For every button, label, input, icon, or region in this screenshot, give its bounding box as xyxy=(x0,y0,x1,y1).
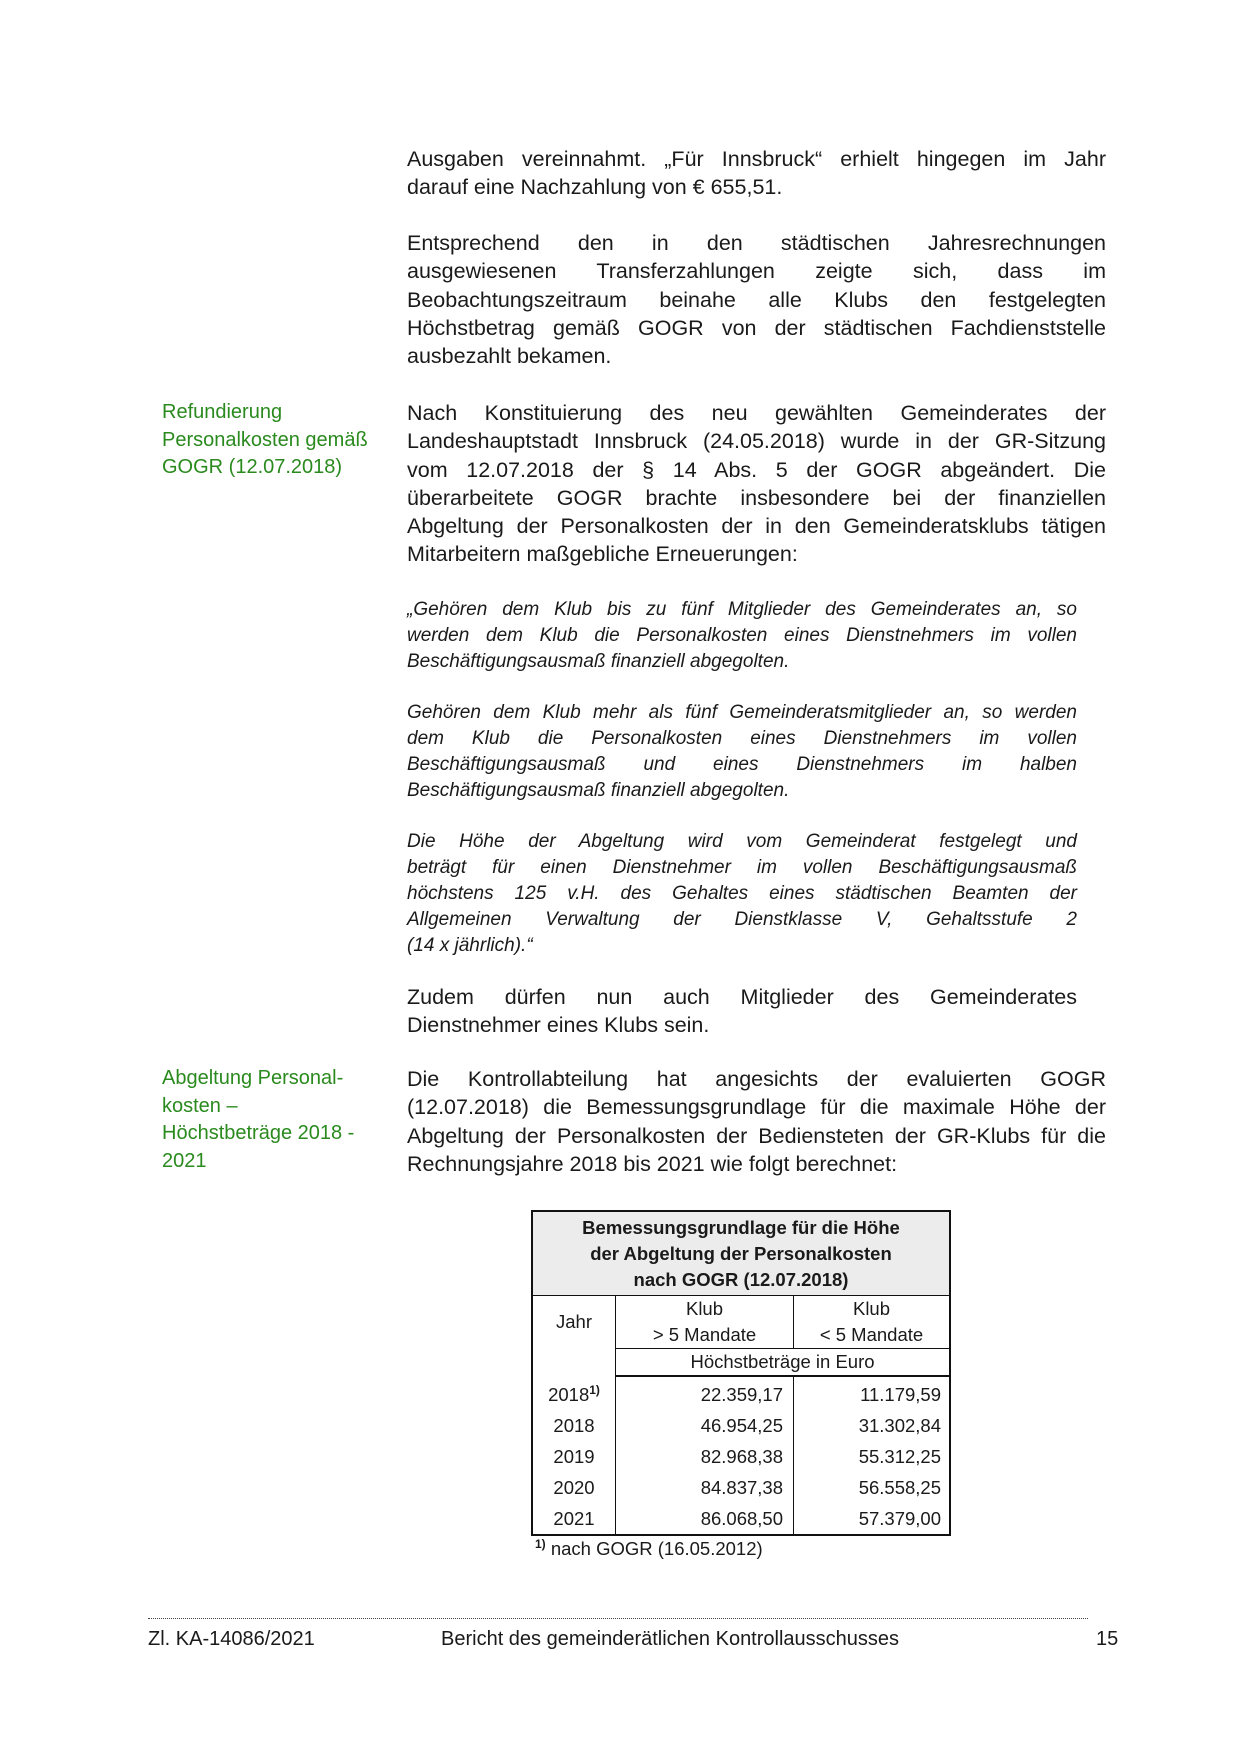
value-cell-large: 86.068,50 xyxy=(616,1503,794,1535)
value-cell-small: 55.312,25 xyxy=(858,1446,941,1467)
year-cell: 2019 xyxy=(532,1441,616,1472)
text-line: Nach Konstituierung des neu gewählten Gemeinderates der xyxy=(407,401,1106,425)
footnote-text: nach GOGR (16.05.2012) xyxy=(550,1538,763,1559)
quote-line: dem Klub die Personalkosten eines Dienstnehmers im vollen xyxy=(407,728,1077,749)
value-cell-small: 11.179,59 xyxy=(860,1384,941,1405)
paragraph-payment-note xyxy=(407,145,1106,202)
text-line: Beobachtungszeitraum beinahe alle Klubs den festgelegten xyxy=(407,287,1106,312)
value-cell-small: 57.379,00 xyxy=(858,1508,941,1529)
column-header-line: Klub xyxy=(685,1298,724,1319)
year-cell xyxy=(532,1376,616,1410)
quote-line: Gehören dem Klub mehr als fünf Gemeinderatsmitglieder an, so werden xyxy=(407,702,1077,723)
text-line: ausbezahlt bekamen. xyxy=(407,344,612,369)
margin-note-compensation xyxy=(162,1065,377,1175)
year-cell: 2018 xyxy=(532,1410,616,1441)
table-row xyxy=(532,1441,950,1472)
margin-note-line: GOGR (12.07.2018) xyxy=(162,456,343,478)
column-header-club-large xyxy=(616,1296,794,1323)
text-line: Rechnungsjahre 2018 bis 2021 wie folgt berechnet: xyxy=(407,1151,898,1176)
footer-title: Bericht des gemeinderätlichen Kontrollausschusses xyxy=(441,1628,900,1650)
quote-line: Die Höhe der Abgeltung wird vom Gemeinderat festgelegt und xyxy=(407,831,1077,852)
quote-line: Allgemeinen Verwaltung der Dienstklasse V, Gehaltsstufe 2 xyxy=(407,909,1077,930)
table-row xyxy=(532,1376,950,1410)
value-cell-large: 22.359,17 xyxy=(616,1376,794,1410)
column-header-year: Jahr xyxy=(532,1296,616,1349)
margin-note-refund xyxy=(162,399,377,482)
text-line: Abgeltung der Personalkosten der in den Gemeinderatsklubs tätigen xyxy=(407,514,1106,539)
text-line: (12.07.2018) die Bemessungsgrundlage für die maximale Höhe der xyxy=(407,1095,1106,1120)
value-cell-small: 31.302,84 xyxy=(858,1415,941,1436)
footnote-marker: 1) xyxy=(535,1536,546,1551)
quote-block-2 xyxy=(407,700,1077,804)
table-footnote xyxy=(535,1538,763,1560)
margin-note-line: Personalkosten gemäß xyxy=(162,428,368,451)
paragraph-members xyxy=(407,983,1077,1040)
text-line: Die Kontrollabteilung hat angesichts der evaluierten GOGR xyxy=(407,1067,1106,1091)
quote-block-1 xyxy=(407,597,1077,675)
table-title xyxy=(532,1211,950,1296)
year-value: 2018 xyxy=(548,1383,590,1405)
text-line: Ausgaben vereinnahmt. „Für Innsbruck“ erhielt hingegen im Jahr xyxy=(407,147,1106,171)
value-cell-small: 56.558,25 xyxy=(858,1477,941,1498)
column-header-line: Klub xyxy=(852,1298,891,1319)
table-row xyxy=(532,1410,950,1441)
unit-label: Höchstbeträge in Euro xyxy=(616,1349,951,1377)
value-cell-large: 84.837,38 xyxy=(616,1472,794,1503)
quote-line: werden dem Klub die Personalkosten eines Dienstnehmers im vollen xyxy=(407,625,1077,646)
quote-line: Beschäftigungsausmaß und eines Dienstnehmers im halben xyxy=(407,754,1077,775)
text-line: Landeshauptstadt Innsbruck (24.05.2018) wurde in der GR-Sitzung xyxy=(407,429,1106,454)
text-line: vom 12.07.2018 der § 14 Abs. 5 der GOGR abgeändert. Die xyxy=(407,457,1106,482)
quote-line: höchstens 125 v.H. des Gehaltes eines städtischen Beamten der xyxy=(407,883,1077,904)
text-line: Zudem dürfen nun auch Mitglieder des Gemeinderates xyxy=(407,985,1077,1009)
text-line: Abgeltung der Personalkosten der Bediensteten der GR-Klubs für die xyxy=(407,1123,1106,1148)
quote-line: Beschäftigungsausmaß finanziell abgegolten. xyxy=(407,780,790,801)
quote-line: „Gehören dem Klub bis zu fünf Mitglieder des Gemeinderates an, so xyxy=(407,599,1077,620)
text-line: Mitarbeitern maßgebliche Erneuerungen: xyxy=(407,542,798,567)
text-line: Dienstnehmer eines Klubs sein. xyxy=(407,1013,710,1038)
margin-note-line: kosten – xyxy=(162,1094,238,1117)
table-row xyxy=(532,1472,950,1503)
paragraph-transfer-payments xyxy=(407,229,1106,370)
table-title-line: der Abgeltung der Personalkosten xyxy=(590,1243,892,1264)
paragraph-calculation xyxy=(407,1065,1106,1178)
text-line: Höchstbetrag gemäß GOGR von der städtischen Fachdienststelle xyxy=(407,315,1106,340)
column-header-mandates-small: < 5 Mandate xyxy=(819,1324,924,1345)
compensation-table xyxy=(531,1210,951,1536)
unit-spacer xyxy=(532,1349,616,1377)
text-line: Entsprechend den in den städtischen Jahresrechnungen xyxy=(407,231,1106,255)
paragraph-constitution xyxy=(407,399,1106,569)
quote-line: Beschäftigungsausmaß finanziell abgegolten. xyxy=(407,651,790,672)
footer-reference: Zl. KA-14086/2021 xyxy=(148,1628,315,1650)
text-line: darauf eine Nachzahlung von € 655,51. xyxy=(407,175,783,200)
footnote-ref: 1) xyxy=(589,1382,600,1397)
margin-note-line: Abgeltung Personal- xyxy=(162,1067,344,1089)
page-number: 15 xyxy=(1096,1628,1119,1650)
margin-note-line: Höchstbeträge 2018 - xyxy=(162,1122,355,1144)
margin-note-line: Refundierung xyxy=(162,401,283,423)
value-cell-large: 46.954,25 xyxy=(616,1410,794,1441)
quote-line: (14 x jährlich).“ xyxy=(407,935,533,956)
text-line: überarbeitete GOGR brachte insbesondere bei der finanziellen xyxy=(407,485,1106,510)
table-row xyxy=(532,1503,950,1535)
table-title-line: Bemessungsgrundlage für die Höhe xyxy=(582,1217,900,1238)
footer-divider xyxy=(148,1618,1088,1619)
column-header-club-small xyxy=(794,1296,951,1323)
table-title-line: nach GOGR (12.07.2018) xyxy=(633,1269,849,1290)
quote-block-3 xyxy=(407,829,1077,959)
year-cell: 2021 xyxy=(532,1503,616,1535)
margin-note-line: 2021 xyxy=(162,1149,207,1172)
quote-line: beträgt für einen Dienstnehmer im vollen Beschäftigungsausmaß xyxy=(407,857,1077,878)
text-line: ausgewiesenen Transferzahlungen zeigte sich, dass im xyxy=(407,259,1106,284)
year-cell: 2020 xyxy=(532,1472,616,1503)
column-header-mandates-large: > 5 Mandate xyxy=(616,1322,794,1349)
value-cell-large: 82.968,38 xyxy=(616,1441,794,1472)
